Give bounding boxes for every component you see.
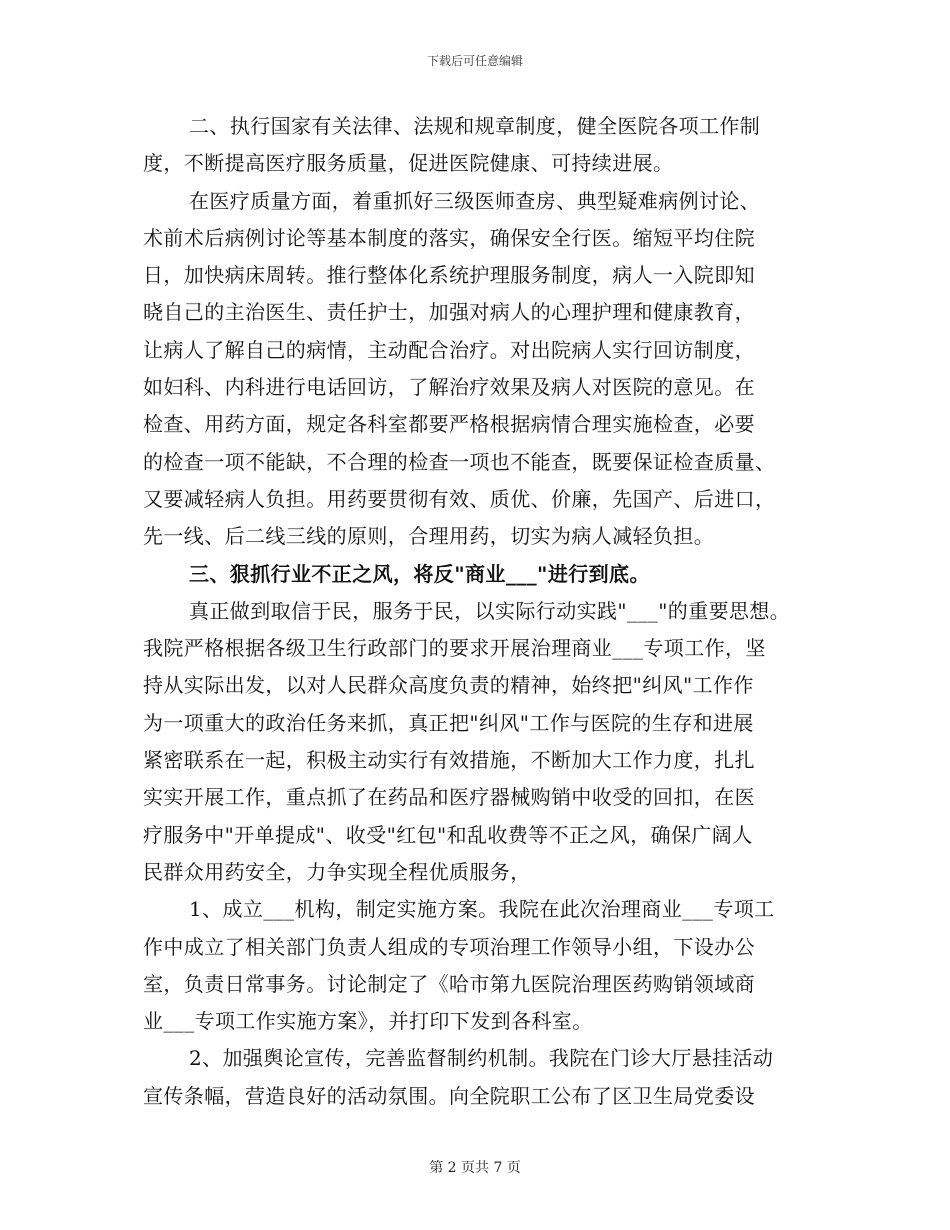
section-heading: 三、狠抓行业不正之风，将反"商业___"进行到底。 [189, 561, 650, 586]
paragraph-line: 1、成立___机构，制定实施方案。我院在此次治理商业___专项工 [189, 897, 775, 922]
paragraph-line: 如妇科、内科进行电话回访，了解治疗效果及病人对医院的意见。在 [143, 375, 755, 400]
paragraph-line: 2、加强舆论宣传，完善监督制约机制。我院在门诊大厅悬挂活动 [189, 1046, 774, 1071]
paragraph-line: 作中成立了相关部门负责人组成的专项治理工作领导小组，下设办公 [143, 934, 755, 959]
paragraph-line: 持从实际出发，以对人民群众高度负责的精神，始终把"纠风"工作作 [143, 673, 754, 698]
paragraph-line: 宣传条幅，营造良好的活动氛围。向全院职工公布了区卫生局党委设 [143, 1083, 755, 1108]
paragraph-line: 疗服务中"开单提成"、收受"红包"和乱收费等不正之风，确保广阔人 [143, 822, 753, 847]
paragraph-line: 的检查一项不能缺，不合理的检查一项也不能查，既要保证检查质量、 [143, 449, 776, 474]
paragraph-line: 民群众用药安全，力争实现全程优质服务， [143, 859, 531, 884]
paragraph-line: 日，加快病床周转。推行整体化系统护理服务制度，病人一入院即知 [143, 263, 755, 288]
paragraph-line: 真正做到取信于民，服务于民，以实际行动实践"___"的重要思想。 [189, 598, 791, 623]
paragraph-line: 实实开展工作，重点抓了在药品和医疗器械购销中收受的回扣，在医 [143, 785, 755, 810]
document-body [143, 108, 808, 1115]
paragraph-line: 紧密联系在一起，积极主动实行有效措施，不断加大工作力度，扎扎 [143, 748, 755, 773]
paragraph-line: 术前术后病例讨论等基本制度的落实，确保安全行医。缩短平均住院 [143, 225, 755, 250]
paragraph-line: 让病人了解自己的病情，主动配合治疗。对出院病人实行回访制度， [143, 337, 755, 362]
paragraph-line: 度，不断提高医疗服务质量，促进医院健康、可持续进展。 [143, 151, 674, 176]
page-header: 下载后可任意编辑 [426, 54, 523, 68]
paragraph-line: 又要减轻病人负担。用药要贯彻有效、质优、价廉，先国产、后进口， [143, 486, 776, 511]
paragraph-line: 先一线、后二线三线的原则，合理用药，切实为病人减轻负担。 [143, 524, 715, 549]
paragraph-line: 我院严格根据各级卫生行政部门的要求开展治理商业___专项工作，坚 [143, 636, 766, 661]
paragraph-line: 晓自己的主治医生、责任护士，加强对病人的心理护理和健康教育， [143, 300, 755, 325]
paragraph-line: 二、执行国家有关法律、法规和规章制度，健全医院各项工作制 [189, 114, 761, 138]
paragraph-line: 室，负责日常事务。讨论制定了《哈市第九医院治理医药购销领域商 [143, 971, 755, 996]
paragraph-line: 业___专项工作实施方案》，并打印下发到各科室。 [143, 1009, 593, 1034]
paragraph-line: 在医疗质量方面，着重抓好三级医师查房、典型疑难病例讨论、 [189, 188, 761, 213]
paragraph-line: 为一项重大的政治任务来抓，真正把"纠风"工作与医院的生存和进展 [143, 710, 754, 735]
paragraph-line: 检查、用药方面，规定各科室都要严格根据病情合理实施检查，必要 [143, 412, 755, 437]
page-footer: 第 2 页共 7 页 [429, 1160, 521, 1176]
